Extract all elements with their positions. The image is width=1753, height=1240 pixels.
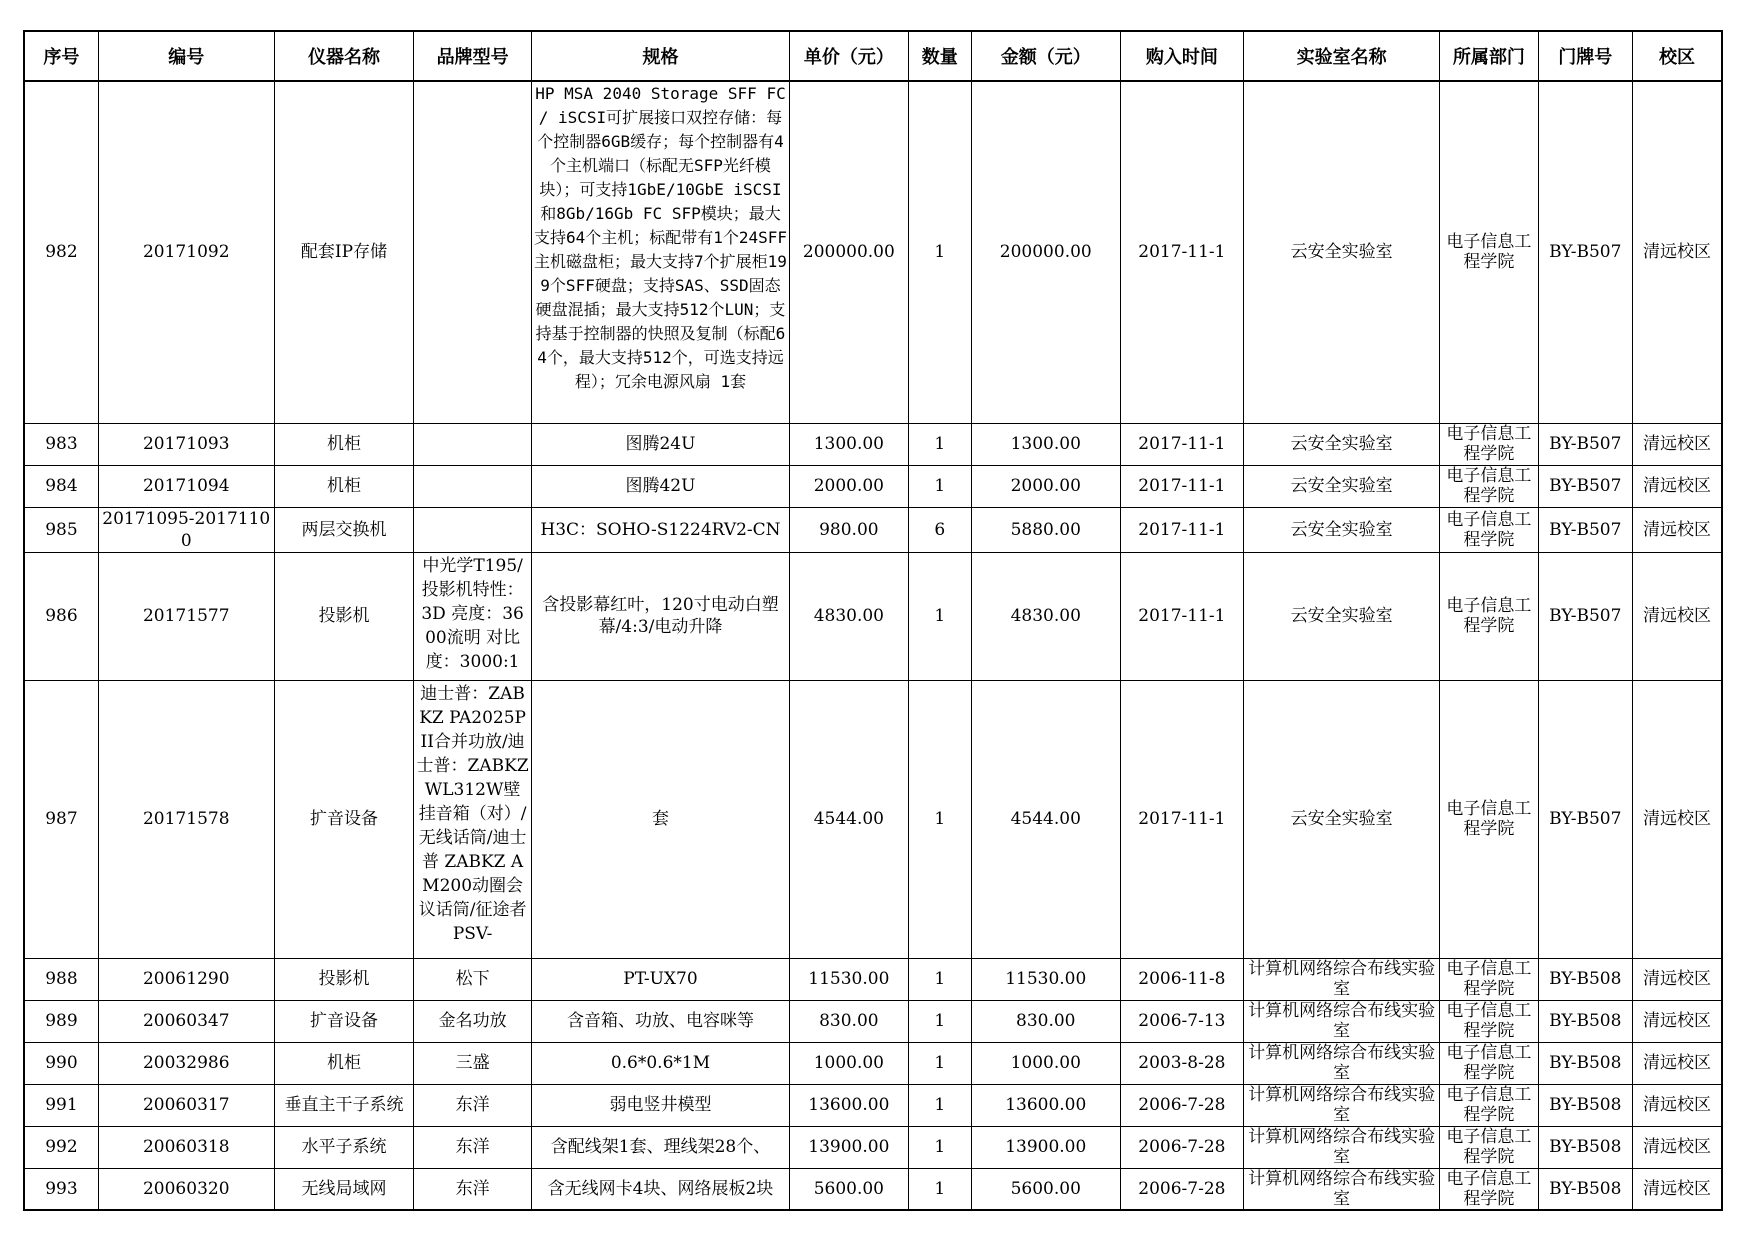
cell-brand	[414, 507, 532, 552]
cell-spec: 含音箱、功放、电容咪等	[531, 1000, 789, 1042]
lab-text: 计算机网络综合布线实验室	[1248, 1043, 1436, 1083]
dept-text: 电子信息工程学院	[1446, 799, 1532, 839]
cell-amount: 4830.00	[971, 552, 1120, 680]
cell-date: 2006-7-28	[1120, 1084, 1244, 1126]
cell-spec: 弱电竖井模型	[531, 1084, 789, 1126]
cell-seq: 987	[24, 680, 98, 958]
col-header-lab: 实验室名称	[1244, 31, 1440, 81]
dept-text: 电子信息工程学院	[1446, 232, 1532, 273]
table-row	[24, 423, 1722, 465]
lab-text: 计算机网络综合布线实验室	[1248, 959, 1436, 999]
cell-qty: 1	[908, 958, 971, 1000]
cell-seq: 991	[24, 1084, 98, 1126]
cell-code: 20171578	[98, 680, 274, 958]
table-row	[24, 1126, 1722, 1168]
lab-text: 计算机网络综合布线实验室	[1248, 1001, 1436, 1041]
cell-room: BY-B508	[1538, 1042, 1632, 1084]
cell-lab: 云安全实验室	[1244, 552, 1440, 680]
cell-lab	[1244, 958, 1440, 1000]
cell-amount: 200000.00	[971, 81, 1120, 423]
brand-text: 中光学T195/投影机特性：3D 亮度：3600流明 对比度：3000:1	[421, 556, 524, 672]
cell-seq: 982	[24, 81, 98, 423]
table-row	[24, 81, 1722, 423]
cell-brand: 松下	[414, 958, 532, 1000]
table-row	[24, 1084, 1722, 1126]
col-header-room: 门牌号	[1538, 31, 1632, 81]
cell-amount: 1000.00	[971, 1042, 1120, 1084]
cell-lab	[1244, 1168, 1440, 1210]
table-row	[24, 507, 1722, 552]
cell-campus: 清远校区	[1633, 1126, 1723, 1168]
col-header-name: 仪器名称	[274, 31, 414, 81]
cell-lab	[1244, 1084, 1440, 1126]
cell-date: 2003-8-28	[1120, 1042, 1244, 1084]
cell-amount: 11530.00	[971, 958, 1120, 1000]
cell-brand: 东洋	[414, 1168, 532, 1210]
cell-price: 1000.00	[790, 1042, 909, 1084]
cell-name: 机柜	[274, 1042, 414, 1084]
table-row	[24, 552, 1722, 680]
cell-seq: 990	[24, 1042, 98, 1084]
header-row	[24, 31, 1722, 81]
cell-spec	[531, 81, 789, 423]
lab-text: 计算机网络综合布线实验室	[1248, 1168, 1436, 1209]
lab-text: 计算机网络综合布线实验室	[1248, 1127, 1436, 1167]
cell-name: 垂直主干子系统	[274, 1084, 414, 1126]
table-row	[24, 1000, 1722, 1042]
cell-qty: 1	[908, 423, 971, 465]
col-header-price: 单价（元）	[790, 31, 909, 81]
cell-room: BY-B508	[1538, 1000, 1632, 1042]
cell-spec: PT-UX70	[531, 958, 789, 1000]
cell-room: BY-B508	[1538, 958, 1632, 1000]
cell-spec: H3C：SOHO-S1224RV2-CN	[531, 507, 789, 552]
cell-name: 配套IP存储	[274, 81, 414, 423]
cell-spec: 图腾24U	[531, 423, 789, 465]
cell-dept	[1440, 958, 1538, 1000]
brand-text: 迪士普：ZABKZ PA2025PII合并功放/迪士普：ZABKZ WL312W壁挂音箱（对）/无线话筒/迪士普 ZABKZ AM200动圈会议话筒/征途者 PSV-	[416, 684, 529, 944]
cell-code: 20060318	[98, 1126, 274, 1168]
cell-seq: 988	[24, 958, 98, 1000]
cell-seq: 984	[24, 465, 98, 507]
cell-date: 2017-11-1	[1120, 552, 1244, 680]
dept-text: 电子信息工程学院	[1446, 1085, 1532, 1125]
cell-date: 2006-11-8	[1120, 958, 1244, 1000]
cell-dept	[1440, 1042, 1538, 1084]
cell-date: 2006-7-13	[1120, 1000, 1244, 1042]
cell-price: 4544.00	[790, 680, 909, 958]
cell-seq: 992	[24, 1126, 98, 1168]
dept-text: 电子信息工程学院	[1446, 509, 1532, 550]
col-header-code: 编号	[98, 31, 274, 81]
cell-qty: 1	[908, 552, 971, 680]
cell-amount: 2000.00	[971, 465, 1120, 507]
cell-price: 13900.00	[790, 1126, 909, 1168]
cell-code: 20171095-20171100	[98, 507, 274, 552]
cell-dept	[1440, 423, 1538, 465]
cell-spec: 含无线网卡4块、网络展板2块	[531, 1168, 789, 1210]
cell-qty: 1	[908, 1084, 971, 1126]
col-header-date: 购入时间	[1120, 31, 1244, 81]
cell-code: 20032986	[98, 1042, 274, 1084]
cell-dept	[1440, 552, 1538, 680]
cell-amount: 13900.00	[971, 1126, 1120, 1168]
table-row	[24, 680, 1722, 958]
cell-room: BY-B508	[1538, 1126, 1632, 1168]
cell-lab: 云安全实验室	[1244, 81, 1440, 423]
cell-qty: 6	[908, 507, 971, 552]
cell-brand	[414, 465, 532, 507]
cell-brand	[414, 552, 532, 680]
cell-price: 5600.00	[790, 1168, 909, 1210]
cell-name: 扩音设备	[274, 1000, 414, 1042]
cell-name: 投影机	[274, 552, 414, 680]
cell-lab: 云安全实验室	[1244, 680, 1440, 958]
cell-date: 2006-7-28	[1120, 1168, 1244, 1210]
cell-name: 无线局域网	[274, 1168, 414, 1210]
cell-amount: 830.00	[971, 1000, 1120, 1042]
table-row	[24, 958, 1722, 1000]
cell-spec: 含投影幕红叶，120寸电动白塑幕/4:3/电动升降	[531, 552, 789, 680]
cell-spec: 含配线架1套、理线架28个、	[531, 1126, 789, 1168]
cell-amount: 1300.00	[971, 423, 1120, 465]
cell-room: BY-B507	[1538, 81, 1632, 423]
cell-amount: 5600.00	[971, 1168, 1120, 1210]
cell-date: 2017-11-1	[1120, 680, 1244, 958]
cell-lab	[1244, 1000, 1440, 1042]
col-header-seq: 序号	[24, 31, 98, 81]
dept-text: 电子信息工程学院	[1446, 596, 1532, 636]
cell-code: 20060317	[98, 1084, 274, 1126]
cell-lab: 云安全实验室	[1244, 507, 1440, 552]
cell-price: 830.00	[790, 1000, 909, 1042]
cell-price: 2000.00	[790, 465, 909, 507]
cell-room: BY-B507	[1538, 552, 1632, 680]
cell-campus: 清远校区	[1633, 958, 1723, 1000]
cell-amount: 4544.00	[971, 680, 1120, 958]
col-header-campus: 校区	[1633, 31, 1723, 81]
cell-room: BY-B507	[1538, 680, 1632, 958]
cell-campus: 清远校区	[1633, 1168, 1723, 1210]
cell-brand: 东洋	[414, 1126, 532, 1168]
cell-qty: 1	[908, 680, 971, 958]
dept-text: 电子信息工程学院	[1446, 1127, 1532, 1167]
cell-seq: 989	[24, 1000, 98, 1042]
col-header-amount: 金额（元）	[971, 31, 1120, 81]
cell-dept	[1440, 1000, 1538, 1042]
cell-qty: 1	[908, 1168, 971, 1210]
dept-text: 电子信息工程学院	[1446, 1001, 1532, 1041]
cell-price: 200000.00	[790, 81, 909, 423]
cell-code: 20171577	[98, 552, 274, 680]
cell-qty: 1	[908, 81, 971, 423]
cell-brand: 东洋	[414, 1084, 532, 1126]
table-row	[24, 1168, 1722, 1210]
cell-brand	[414, 680, 532, 958]
col-header-dept: 所属部门	[1440, 31, 1538, 81]
cell-room: BY-B507	[1538, 507, 1632, 552]
cell-campus: 清远校区	[1633, 81, 1723, 423]
cell-qty: 1	[908, 1000, 971, 1042]
cell-date: 2006-7-28	[1120, 1126, 1244, 1168]
cell-campus: 清远校区	[1633, 680, 1723, 958]
cell-brand: 三盛	[414, 1042, 532, 1084]
cell-lab: 云安全实验室	[1244, 465, 1440, 507]
cell-code: 20061290	[98, 958, 274, 1000]
cell-campus: 清远校区	[1633, 1000, 1723, 1042]
cell-qty: 1	[908, 465, 971, 507]
table-row	[24, 465, 1722, 507]
dept-text: 电子信息工程学院	[1446, 1168, 1532, 1209]
cell-spec: 套	[531, 680, 789, 958]
col-header-spec: 规格	[531, 31, 789, 81]
cell-price: 11530.00	[790, 958, 909, 1000]
cell-dept	[1440, 1126, 1538, 1168]
cell-code: 20171093	[98, 423, 274, 465]
cell-room: BY-B507	[1538, 465, 1632, 507]
cell-date: 2017-11-1	[1120, 465, 1244, 507]
cell-campus: 清远校区	[1633, 552, 1723, 680]
cell-lab: 云安全实验室	[1244, 423, 1440, 465]
cell-seq: 985	[24, 507, 98, 552]
cell-brand	[414, 423, 532, 465]
cell-amount: 5880.00	[971, 507, 1120, 552]
cell-room: BY-B508	[1538, 1168, 1632, 1210]
cell-dept	[1440, 465, 1538, 507]
cell-dept	[1440, 507, 1538, 552]
dept-text: 电子信息工程学院	[1446, 466, 1532, 506]
col-header-brand: 品牌型号	[414, 31, 532, 81]
cell-date: 2017-11-1	[1120, 423, 1244, 465]
dept-text: 电子信息工程学院	[1446, 1043, 1532, 1083]
cell-dept	[1440, 1084, 1538, 1126]
cell-brand	[414, 81, 532, 423]
equipment-table	[23, 30, 1723, 1211]
cell-lab	[1244, 1126, 1440, 1168]
dept-text: 电子信息工程学院	[1446, 424, 1532, 464]
cell-room: BY-B507	[1538, 423, 1632, 465]
cell-qty: 1	[908, 1126, 971, 1168]
spec-text: HP MSA 2040 Storage SFF FC / iSCSI可扩展接口双控存储：每个控制器6GB缓存；每个控制器有4个主机端口（标配无SFP光纤模块）；可支持1GbE/10GbE iSCSI和8Gb/16Gb FC SFP模块；最大支持64个主机；标配带有1个24SFF主机磁盘柜；最大支持7个扩展柜199个SFF硬盘；支持SAS、SSD固态硬盘混插；最大支持512个LUN；支持基于控制器的快照及复制（标配64个，最大支持512个，可选支持远程）；冗余电源风扇 1套	[533, 84, 788, 392]
cell-spec: 0.6*0.6*1M	[531, 1042, 789, 1084]
dept-text: 电子信息工程学院	[1446, 959, 1532, 999]
cell-name: 投影机	[274, 958, 414, 1000]
col-header-qty: 数量	[908, 31, 971, 81]
cell-code: 20060320	[98, 1168, 274, 1210]
cell-campus: 清远校区	[1633, 1084, 1723, 1126]
cell-name: 机柜	[274, 423, 414, 465]
cell-code: 20060347	[98, 1000, 274, 1042]
cell-campus: 清远校区	[1633, 465, 1723, 507]
lab-text: 计算机网络综合布线实验室	[1248, 1085, 1436, 1125]
cell-price: 4830.00	[790, 552, 909, 680]
cell-dept	[1440, 81, 1538, 423]
cell-price: 980.00	[790, 507, 909, 552]
cell-campus: 清远校区	[1633, 507, 1723, 552]
cell-date: 2017-11-1	[1120, 81, 1244, 423]
cell-code: 20171094	[98, 465, 274, 507]
cell-name: 两层交换机	[274, 507, 414, 552]
cell-seq: 983	[24, 423, 98, 465]
cell-campus: 清远校区	[1633, 423, 1723, 465]
cell-name: 扩音设备	[274, 680, 414, 958]
cell-name: 机柜	[274, 465, 414, 507]
cell-campus: 清远校区	[1633, 1042, 1723, 1084]
cell-seq: 993	[24, 1168, 98, 1210]
cell-date: 2017-11-1	[1120, 507, 1244, 552]
table-row	[24, 1042, 1722, 1084]
cell-spec: 图腾42U	[531, 465, 789, 507]
cell-brand: 金名功放	[414, 1000, 532, 1042]
cell-code: 20171092	[98, 81, 274, 423]
cell-seq: 986	[24, 552, 98, 680]
cell-name: 水平子系统	[274, 1126, 414, 1168]
cell-lab	[1244, 1042, 1440, 1084]
cell-qty: 1	[908, 1042, 971, 1084]
cell-dept	[1440, 680, 1538, 958]
cell-price: 1300.00	[790, 423, 909, 465]
cell-amount: 13600.00	[971, 1084, 1120, 1126]
cell-price: 13600.00	[790, 1084, 909, 1126]
cell-room: BY-B508	[1538, 1084, 1632, 1126]
cell-dept	[1440, 1168, 1538, 1210]
